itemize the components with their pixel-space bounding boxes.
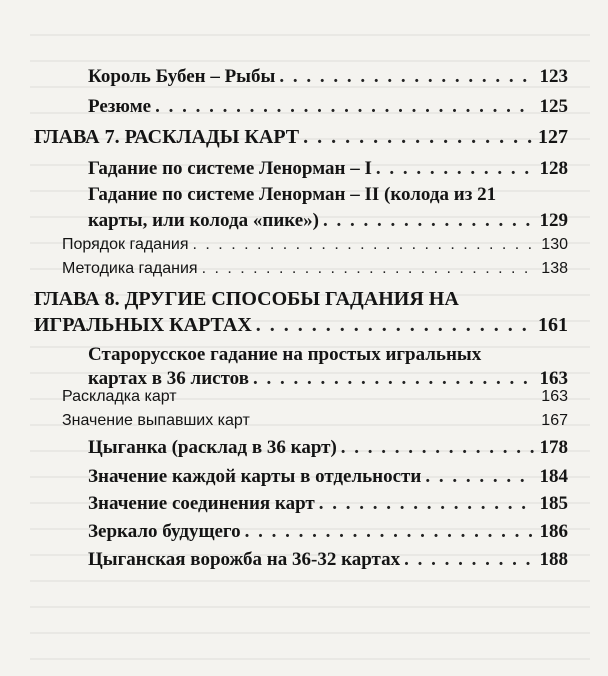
- toc-entry-page: 138: [541, 260, 568, 277]
- toc-entry-title: Цыганская ворожба на 36-32 картах: [88, 549, 401, 570]
- toc-subentry: [62, 388, 568, 406]
- toc-entry-title: Значение соединения карт: [88, 493, 315, 514]
- toc-entry-page: 129: [539, 210, 568, 231]
- toc-subentry: [62, 412, 568, 430]
- toc-entry-page: 128: [539, 158, 568, 179]
- toc-chapter: [34, 126, 568, 149]
- toc-chapter-title-line2: ИГРАЛЬНЫХ КАРТАХ: [34, 314, 252, 336]
- toc-entry-title-line2: картах в 36 листов: [88, 368, 249, 389]
- dot-leader: [155, 96, 533, 118]
- toc-entry-page: 185: [539, 493, 568, 514]
- toc-entry-title: Гадание по системе Ленорман – I: [88, 158, 372, 179]
- dot-leader: [319, 493, 534, 515]
- toc-entry: [88, 521, 568, 543]
- toc-entry-page: 178: [539, 437, 568, 458]
- toc-entry-title: Раскладка карт: [62, 388, 177, 405]
- toc-entry-title: Резюме: [88, 96, 152, 117]
- toc-entry-title: Методика гадания: [62, 260, 198, 277]
- dot-leader: [202, 260, 536, 278]
- toc-entry: [88, 96, 568, 118]
- toc-chapter-title: ГЛАВА 7. РАСКЛАДЫ КАРТ: [34, 126, 300, 148]
- toc-entry-title: Зеркало будущего: [88, 521, 241, 542]
- toc-entry-page: 188: [539, 549, 568, 570]
- toc-entry-page: 167: [541, 412, 568, 429]
- toc-chapter-title-line1: ГЛАВА 8. ДРУГИЕ СПОСОБЫ ГАДАНИЯ НА: [34, 288, 459, 310]
- toc-entry-page: 125: [539, 96, 568, 117]
- toc-entry-title-line1: Гадание по системе Ленорман – II (колода из 21: [88, 184, 497, 205]
- dot-leader: [245, 521, 534, 543]
- toc-entry-title: Король Бубен – Рыбы: [88, 66, 276, 87]
- toc-entry-page: 161: [538, 314, 568, 336]
- toc-entry: [88, 66, 568, 88]
- toc-entry-title: Порядок гадания: [62, 236, 189, 253]
- toc-entry: [88, 210, 568, 232]
- toc-entry: [88, 549, 568, 571]
- toc-entry: [88, 493, 568, 515]
- toc-entry: [88, 158, 568, 180]
- dot-leader: [425, 466, 533, 488]
- toc-entry-title: Значение выпавших карт: [62, 412, 250, 429]
- toc-entry-page: 127: [538, 126, 568, 148]
- toc-entry-page: 163: [541, 388, 568, 405]
- dot-leader: [279, 66, 533, 88]
- dot-leader: [376, 158, 534, 180]
- toc-entry-title-line2: карты, или колода «пике»): [88, 210, 319, 231]
- toc-subentry: [62, 236, 568, 254]
- toc-entry-title: Цыганка (расклад в 36 карт): [88, 437, 337, 458]
- dot-leader: [323, 210, 534, 232]
- dot-leader: [341, 437, 534, 459]
- toc-entry-title: Значение каждой карты в отдельности: [88, 466, 422, 487]
- dot-leader: [256, 314, 532, 337]
- toc-entry-page: 184: [539, 466, 568, 487]
- toc-entry-page: 163: [539, 368, 568, 389]
- toc-entry-title-line1: Старорусское гадание на простых игральных: [88, 344, 482, 365]
- toc-entry-page: 186: [539, 521, 568, 542]
- dot-leader: [193, 236, 536, 254]
- dot-leader: [303, 126, 532, 149]
- dot-leader: [404, 549, 533, 571]
- toc-entry: [88, 437, 568, 459]
- toc-subentry: [62, 260, 568, 278]
- toc-entry-page: 123: [539, 66, 568, 87]
- toc-entry: [88, 368, 568, 390]
- dot-leader: [253, 368, 534, 390]
- toc-chapter: [34, 314, 568, 337]
- toc-entry-page: 130: [541, 236, 568, 253]
- toc-entry: [88, 466, 568, 488]
